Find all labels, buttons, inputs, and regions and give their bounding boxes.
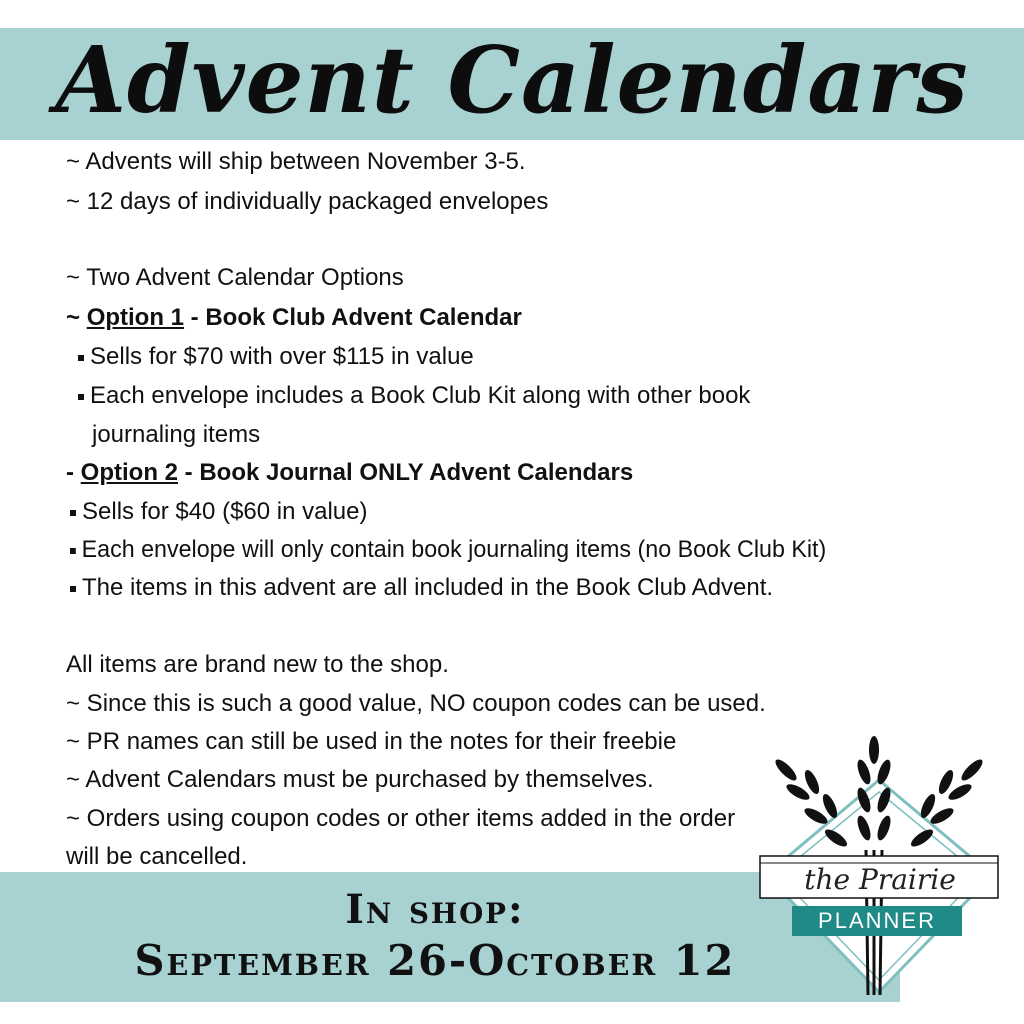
- note-line: will be cancelled.: [66, 843, 248, 870]
- logo-text-prairie: the Prairie: [804, 863, 956, 896]
- options-intro: ~ Two Advent Calendar Options: [66, 264, 404, 291]
- in-shop-label: In shop:: [345, 886, 525, 933]
- note-line: ~ Advent Calendars must be purchased by themselves.: [66, 766, 654, 793]
- note-line: ~ PR names can still be used in the notes for their freebie: [66, 728, 677, 755]
- detail-line: ~ Advents will ship between November 3-5.: [66, 148, 526, 175]
- note-line: ~ Since this is such a good value, NO coupon codes can be used.: [66, 690, 766, 717]
- option-1-bullet: Sells for $70 with over $115 in value: [78, 343, 474, 371]
- page-title: Advent Calendars: [55, 26, 969, 134]
- option-2-label: Option 2: [80, 459, 178, 486]
- option-2-heading: [66, 459, 633, 487]
- option-2-bullet: The items in this advent are all included in the Book Club Advent.: [70, 574, 773, 602]
- bullet-icon: [70, 586, 76, 592]
- option-2-prefix: -: [66, 459, 81, 486]
- option-2-title: - Book Journal ONLY Advent Calendars: [178, 459, 634, 486]
- note-line: All items are brand new to the shop.: [66, 651, 449, 678]
- bullet-icon: [70, 548, 76, 554]
- shop-dates: September 26-October 12: [134, 936, 736, 985]
- option-2-bullet: Each envelope will only contain book journaling items (no Book Club Kit): [70, 536, 826, 564]
- detail-line: ~ 12 days of individually packaged envelopes: [66, 188, 549, 215]
- option-1-heading: [66, 304, 522, 332]
- logo-text-planner: PLANNER: [792, 906, 962, 936]
- option-1-bullet-continued: journaling items: [92, 421, 261, 448]
- option-1-bullet: Each envelope includes a Book Club Kit along with other book: [78, 382, 750, 410]
- option-1-prefix: ~: [66, 304, 87, 331]
- bullet-icon: [78, 394, 84, 400]
- option-2-bullet: Sells for $40 ($60 in value): [70, 498, 368, 526]
- bullet-icon: [70, 510, 76, 516]
- bullet-icon: [78, 355, 84, 361]
- option-1-title: - Book Club Advent Calendar: [184, 304, 522, 331]
- note-line: ~ Orders using coupon codes or other items added in the order: [66, 805, 736, 832]
- option-1-label: Option 1: [86, 304, 185, 331]
